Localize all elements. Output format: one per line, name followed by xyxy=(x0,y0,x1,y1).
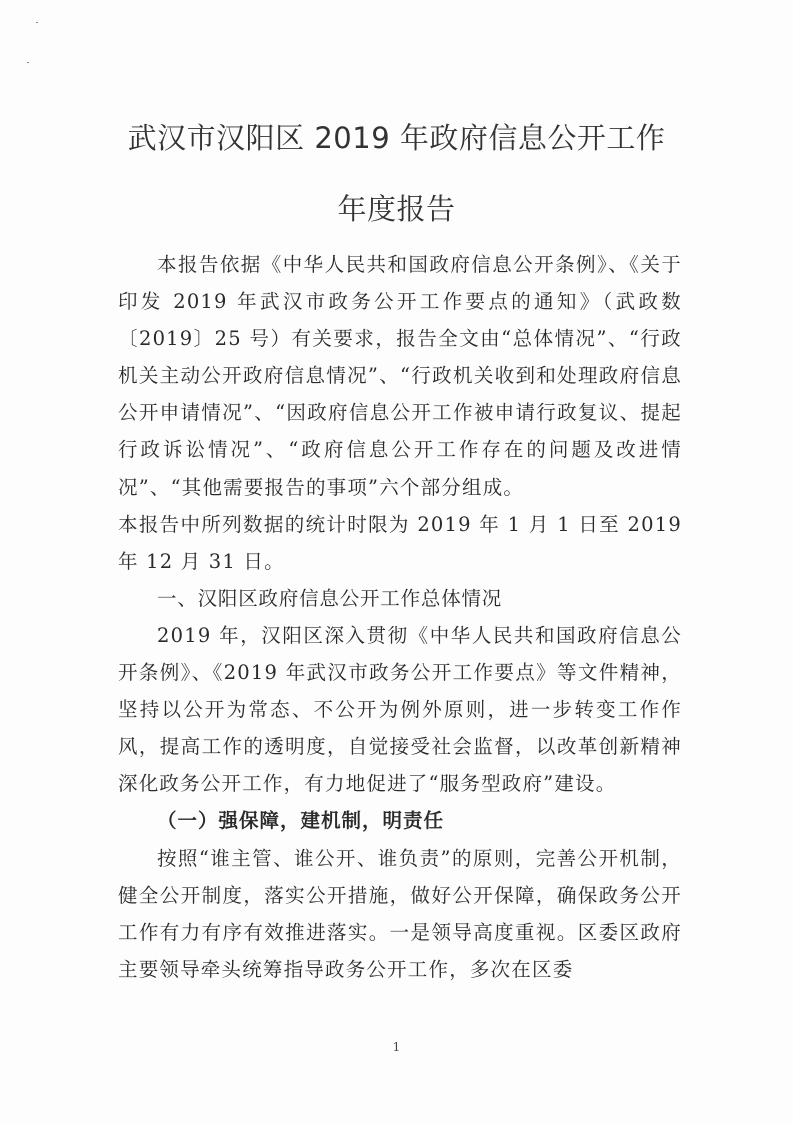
report-body xyxy=(118,246,682,988)
scan-speck xyxy=(36,22,38,23)
statistics-period-paragraph: 本报告中所列数据的统计时限为 2019 年 1 月 1 日至 2019 年 12 月 31 日。 xyxy=(118,512,682,573)
overall-paragraph: 2019 年，汉阳区深入贯彻《中华人民共和国政府信息公开条例》、《2019 年武汉市政务公开工作要点》等文件精神，坚持以公开为常态、不公开为例外原则，进一步转变工作作风，提高工作的透明度，自觉接受社会监督，以改革创新精神深化政务公开工作，有力地促进了“服务型政府”建设。 xyxy=(118,623,682,796)
subsection-heading-guarantee: （一）强保障，建机制，明责任 xyxy=(157,809,445,833)
section-heading-overall: 一、汉阳区政府信息公开工作总体情况 xyxy=(157,586,503,610)
report-title-line-1: 武汉市汉阳区 2019 年政府信息公开工作 xyxy=(127,121,666,155)
report-title-line-2: 年度报告 xyxy=(337,192,456,226)
intro-paragraph: 本报告依据《中华人民共和国政府信息公开条例》、《关于印发 2019 年武汉市政务公开工作要点的通知》（武政数〔2019〕25 号）有关要求，报告全文由“总体情况”、“行政机关主动公开政府信息情况”、“行政机关收到和处理政府信息公开申请情况”、“因政府信息公开工作被申请行政复议、提起行政诉讼情况”、“政府信息公开工作存在的问题及改进情况”、“其他需要报告的事项”六个部分组成。 xyxy=(118,253,682,499)
guarantee-paragraph: 按照“谁主管、谁公开、谁负责”的原则，完善公开机制，健全公开制度，落实公开措施，做好公开保障，确保政务公开工作有力有序有效推进落实。一是领导高度重视。区委区政府主要领导牵头统筹指导政务公开工作，多次在区委 xyxy=(118,846,682,981)
page-number: 1 xyxy=(392,1040,401,1054)
scan-speck xyxy=(27,62,29,63)
